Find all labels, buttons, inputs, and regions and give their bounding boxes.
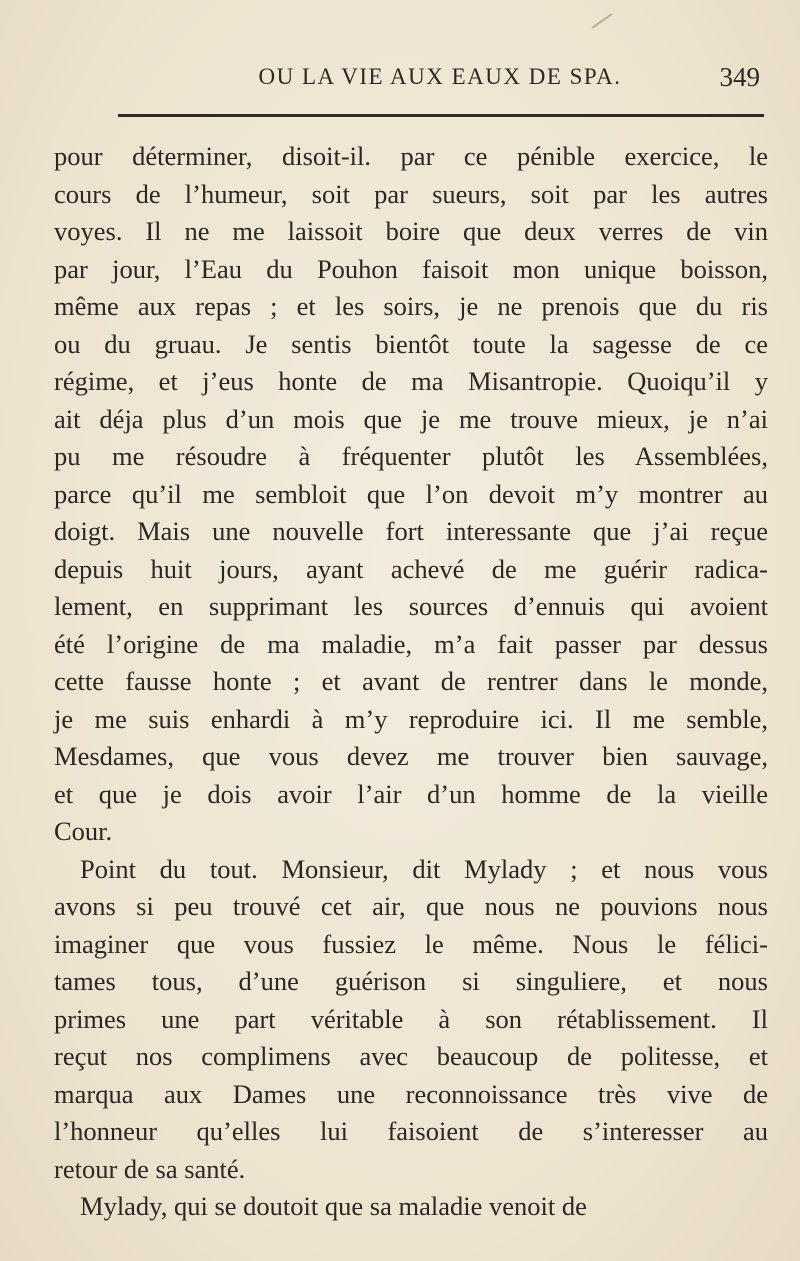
text-line: ait déja plus d’un mois que je me trouve mieux, je n’ai — [54, 403, 768, 434]
text-line: pu me résoudre à fréquenter plutôt les Assemblées, — [54, 441, 768, 471]
page-number: 349 — [719, 62, 760, 92]
text-line: je me suis enhardi à m’y reproduire ici. Il me semble, — [54, 703, 768, 734]
text-line: doigt. Mais une nouvelle fort interessante que j’ai reçue — [54, 516, 768, 546]
text-line: Cour. — [54, 816, 113, 846]
text-line: reçut nos complimens avec beaucoup de politesse, et — [54, 1041, 768, 1071]
text-line: pour déterminer, disoit-il. par ce pénible exercice, le — [54, 141, 768, 171]
text-line: parce qu’il me sembloit que l’on devoit m’y montrer au — [54, 478, 768, 509]
text-line: lement, en supprimant les sources d’ennuis qui avoient — [54, 591, 768, 621]
body-text — [54, 138, 768, 1226]
text-line: cours de l’humeur, soit par sueurs, soit par les autres — [54, 178, 768, 209]
header-rule — [118, 114, 764, 117]
running-head — [120, 62, 760, 96]
text-line: ou du gruau. Je sentis bientôt toute la sagesse de ce — [54, 328, 768, 359]
text-line: Mesdames, que vous devez me trouver bien sauvage, — [54, 741, 768, 771]
text-line: cette fausse honte ; et avant de rentrer dans le monde, — [54, 666, 768, 696]
text-line: Point du tout. Monsieur, dit Mylady ; et nous vous — [80, 853, 768, 884]
text-line: marqua aux Dames une reconnoissance très vive de — [54, 1078, 768, 1109]
text-line: régime, et j’eus honte de ma Misantropie. Quoiqu’il y — [54, 366, 768, 396]
text-line: par jour, l’Eau du Pouhon faisoit mon unique boisson, — [54, 253, 768, 284]
text-line: été l’origine de ma maladie, m’a fait passer par dessus — [54, 628, 768, 659]
text-line: avons si peu trouvé cet air, que nous ne pouvions nous — [54, 891, 768, 921]
text-line: voyes. Il ne me laissoit boire que deux verres de vin — [54, 216, 768, 246]
text-line: retour de sa santé. — [54, 1153, 246, 1184]
text-line: depuis huit jours, ayant achevé de me guérir radica- — [54, 553, 768, 584]
text-line: l’honneur qu’elles lui faisoient de s’interesser au — [54, 1116, 768, 1146]
running-title: OU LA VIE AUX EAUX DE SPA. — [258, 64, 622, 89]
text-line: et que je dois avoir l’air d’un homme de la vieille — [54, 778, 768, 809]
text-line: Mylady, qui se doutoit que sa maladie venoit de — [80, 1191, 587, 1221]
text-line: même aux repas ; et les soirs, je ne prenois que du ris — [54, 291, 768, 321]
paper-mark — [592, 13, 613, 28]
text-line: primes une part véritable à son rétablissement. Il — [54, 1003, 768, 1034]
text-line: imaginer que vous fussiez le même. Nous le félici- — [54, 928, 768, 959]
text-line: tames tous, d’une guérison si singuliere, et nous — [54, 966, 768, 996]
